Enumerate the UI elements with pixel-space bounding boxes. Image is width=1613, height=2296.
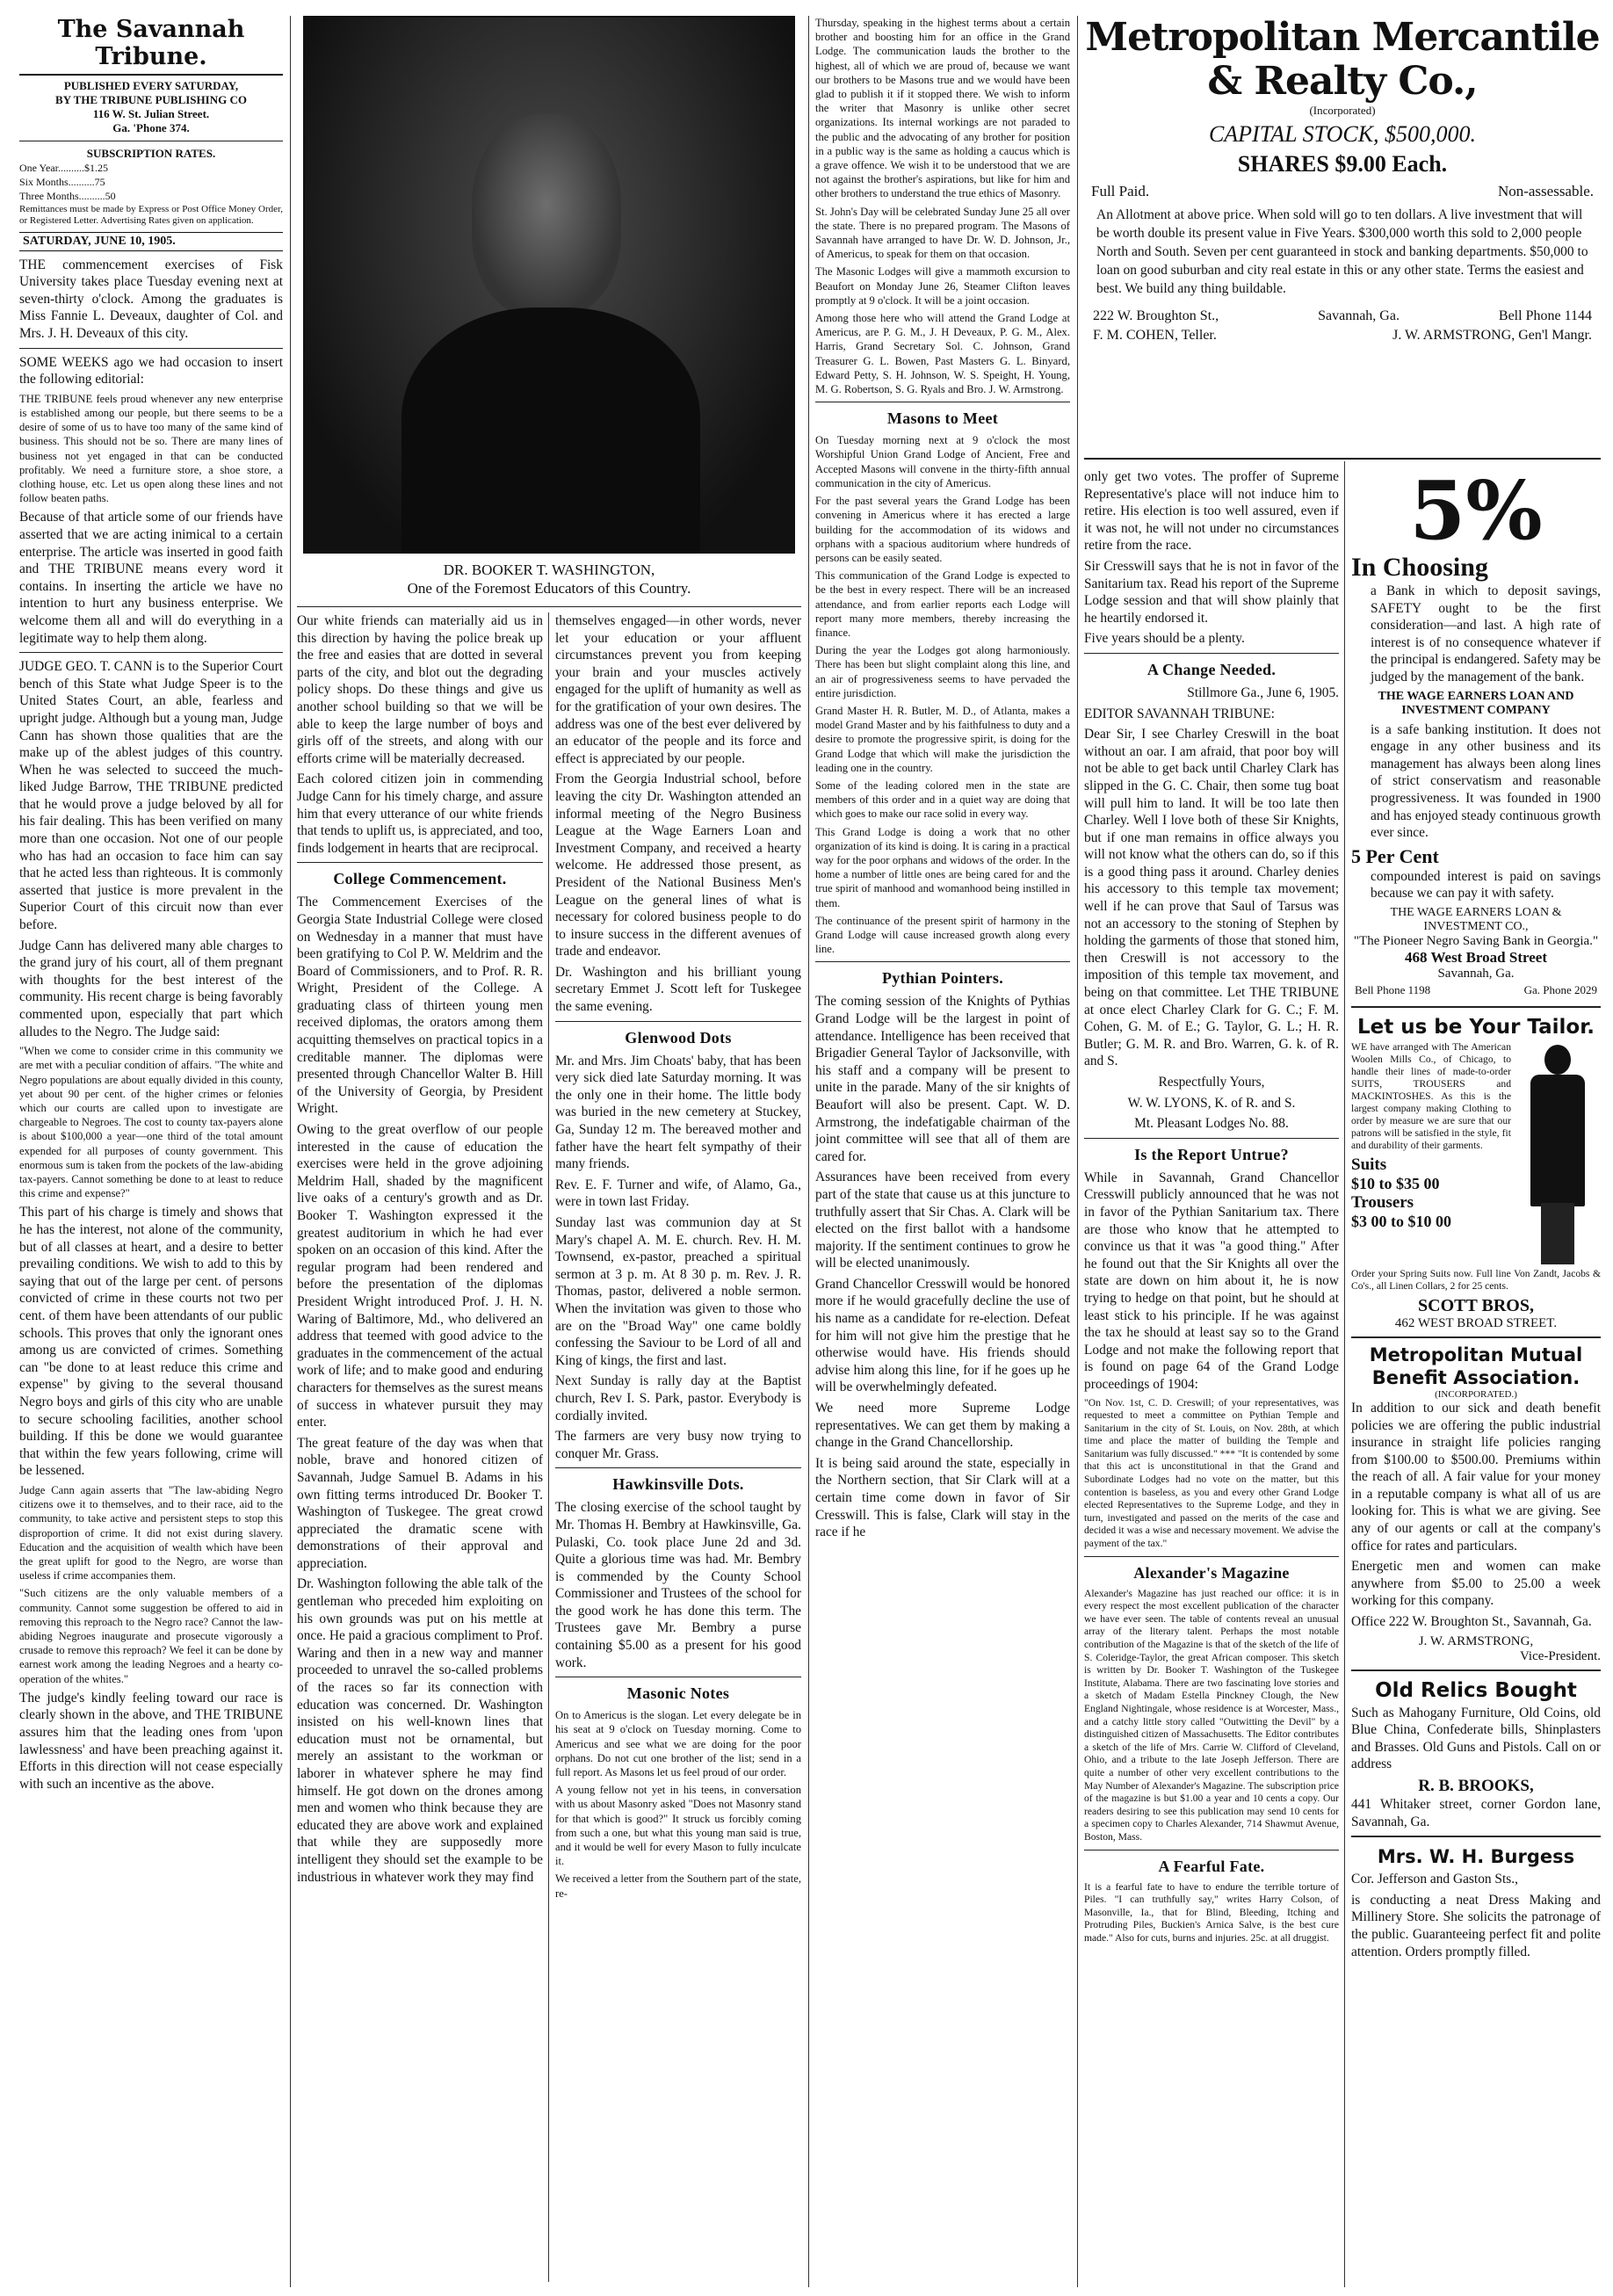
paragraph: Among those here who will attend the Grand Lodge at Americus, are P. G. M., J. H Deveaux, P. G. M., Alex. Harris, Grand Secretary Sol. C. Johnson, Grand Treasurer G. L. Bowen, Past Masters G. L. Binyard, Edward Petty, S. H. Johnson, W. S. Speight, H. Young, M. G. Robertson, S. G. Ryals and Bro. J. W. Armstrong. [815, 312, 1070, 396]
mutual-vp: Vice-President. [1520, 1648, 1601, 1663]
tailor-body: WE have arranged with The American Woolen Mills Co., of Chicago, to handle their lines of made-to-order SUITS, TROUSERS and MACKINTOSHES. As this is the largest company making Clothing to order by measure we are sure that our patrons will be satisfied in the style, fit and durability of their garments. [1351, 1040, 1511, 1151]
masthead-line4: Ga. 'Phone 374. [112, 121, 190, 134]
paragraph: Because of that article some of our friends have asserted that we are acting inimical to a certain enterprise. The article was inserted in good faith and THE TRIBUNE means every word it contains. In inserting the article we have no intention to hurt any business enterprise. We welcome them all and will do everything in a legitimate way to help them along. [19, 510, 283, 646]
trousers-price: $3 00 to $10 00 [1351, 1212, 1451, 1230]
choosing-body: a Bank in which to deposit savings, SAFETY ought to be the first consideration—and last. A high rate of interest is of no consequence whatever if the principal is endangered. Safety may be judged by the management of the bank. [1371, 583, 1601, 684]
portrait-coat [401, 308, 700, 554]
column-divider [1077, 16, 1078, 2287]
paragraph: It is being said around the state, especially in the Northern section, that Sir Clark will at a certain time come down in favor of Sir Cresswill. This is false, Clark will stay in the race if he [815, 1455, 1070, 1540]
relics-address: 441 Whitaker street, corner Gordon lane, Savannah, Ga. [1351, 1797, 1601, 1829]
headline-change-needed: A Change Needed. [1146, 660, 1277, 678]
paragraph: Dr. Washington following the able talk of the gentleman who preceded him exploiting on his own grounds was put on his mettle at once. He paid a gracious compliment to Prof. Waring and then in a new way and manner proceeded to unravel the so-called problems of the races so far its connection with education was concerned. Dr. Washington insisted on his well-known lines that education must not be ornamental, but merely an assistant to the workman or laborer in whatever sphere he may find himself. He got down on the drones among men and women who think because they are educated they are above work and explained that while they are supposedly more intelligent they should set the example to be industrious in whatever work they may find [297, 1576, 543, 1885]
quote-paragraph: THE TRIBUNE feels proud whenever any new enterprise is established among our people, but there seems to be a desire of some of us to have too many of the same kind of business. This should not be so. There are many lines of business not yet engaged in that can be conducted profitably. We need a furniture store, a shoe store, a clothing house, etc. Let us open along these lines and not follow beaten paths. [19, 392, 283, 505]
tailor-note: Order your Spring Suits now. Full line Von Zandt, Jacobs & Co's., all Linen Collars, 2 for 25 cents. [1351, 1267, 1601, 1292]
paragraph: From the Georgia Industrial school, before leaving the city Dr. Washington attended an informal meeting of the Negro Business League at the Wage Earners Loan and Investment Company, and received a hearty welcome. He addressed those present, as President of the National Business Men's League on the general lines of what is necessary for colored business people to do to insure success in the different avenues of trade and endeavor. [555, 771, 801, 960]
paragraph: The farmers are very busy now trying to conquer Mr. Grass. [555, 1429, 801, 1461]
mercantile-manager: J. W. ARMSTRONG, Gen'l Mangr. [1392, 328, 1592, 343]
column-4 [1084, 468, 1339, 2287]
paragraph: Rev. E. F. Turner and wife, of Alamo, Ga., were in town last Friday. [555, 1177, 801, 1210]
tailor-title: Let us be Your Tailor. [1356, 1015, 1595, 1039]
paragraph: Mr. and Mrs. Jim Choats' baby, that has been very sick died late Saturday morning. It was the only one in their home. The little body was buried in the new cemetery at Stuckey, Ga, Sunday 12 m. The bereaved mother and father have the heart felt sympathy of their many friends. [555, 1053, 801, 1172]
divider [19, 652, 283, 653]
mercantile-teller: F. M. COHEN, Teller. [1093, 328, 1217, 343]
column-divider [1344, 461, 1345, 2287]
paragraph: Five years should be a plenty. [1084, 631, 1245, 647]
headline-pythian: Pythian Pointers. [881, 969, 1004, 988]
paragraph: During the year the Lodges got along harmoniously. There has been but slight complaint along this line, and an air of progressiveness seems to have pervaded the entire jurisdiction. [815, 644, 1070, 699]
caption-name: DR. BOOKER T. WASHINGTON, [443, 561, 655, 578]
divider [1084, 653, 1339, 654]
paragraph: Dr. Washington and his brilliant young secretary Emmet J. Scott left for Tuskegee the same evening. [555, 964, 801, 1015]
headline-hawkinsville: Hawkinsville Dots. [612, 1475, 744, 1494]
column-divider [290, 16, 291, 2287]
paragraph: The great feature of the day was when that noble, brave and honored citizen of Savannah, Judge Samuel B. Adams in his own fitting terms introduced Dr. Booker T. Washington of Tuskegee. The great crowd appreciated the dramatic scene with demonstrations of their approval and appreciation. [297, 1435, 543, 1571]
paragraph: JUDGE GEO. T. CANN is to the Superior Court bench of this State what Judge Speer is to the United States Court, an able, fearless and upright judge. Although but a young man, Judge Cann has shown those qualities that are the make up of the ablest judges of this country. When he was selected to succeed the much-liked Judge Barrow, THE TRIBUNE predicted that he would prove a judge beloved by all for his fair dealing. This has been verified on many more than one occasion. Not one of our people who has had an occasion to face him can say that he acted less than righteous. It is commonly asserted that justice is more prevalent in the Superior Court of this circuit now than ever before. [19, 659, 283, 933]
paragraph: On to Americus is the slogan. Let every delegate be in his seat at 9 o'clock on Tuesday morning. Come to Americus and see what we are doing for the poor orphans. Do not cut one brother of the list; send in a full report. As Masons let us feel proud of our order. [555, 1709, 801, 1779]
paragraph: Dear Sir, I see Charley Creswill in the boat without an oar. I am afraid, that poor boy will not be able to get back until Charley Clark has slipped in the G. C. Chair, then some tug boat will pull him to land. It will be too late then Charley. Well I love both of these Sir Knights, but if one man remains in office always you will not know what the others can do, so if this is a good thing pass it around. Charley denies his accessory to this temple tax movement; well if he can prove that Saul of Tarsus was not an accessory to the stoning of Stephen by holding the garments of those that stoned him, then Creswill is not accessory to the imposition of this temple tax movement, and being on that committee. Let THE TRIBUNE at once elect Charley Clark for G. C.; F. M. Cohen, G. M. of E.; G. Taylor, G. L.; H. R. Butler; G. M. R. and Bro. Warren, G. k. of R. and S. [1084, 727, 1339, 1069]
paragraph: The closing exercise of the school taught by Mr. Thomas H. Bembry at Hawkinsville, Ga. Pulaski, Co. took place June 2d and 3d. Quite a glorious time was had. Mr. Bembry is commended by the County School Commissioner and Trustees of the school for the good work he has done this term. The Trustees gave Mr. Bembry a purse containing $5.00 as a present for his good work. [555, 1500, 801, 1670]
mutual-body-2: Energetic men and women can make anywhere from $5.00 to 25.00 a week working for this company. [1351, 1559, 1601, 1609]
paragraph: Sunday last was communion day at St Mary's chapel A. M. E. church. Rev. H. M. Townsend, ex-pastor, preached a spiritual sermon at 3 p. m. At 8 30 p. m. Rev. J. R. Thomas, pastor, delivered a noble sermon. When the invitation was given to those who are on the "Broad Way" one came boldly confessing the Saviour to be Lord of all and King of kings, the first and last. [555, 1215, 801, 1368]
divider [297, 606, 801, 607]
masthead-title: The Savannah Tribune. [19, 16, 283, 76]
paragraph: The Masonic Lodges will give a mammoth excursion to Beaufort on Monday June 26, Steamer Clifton leaves promptly at 9 o'clock. It will be a joint occasion. [815, 265, 1070, 307]
divider [1084, 1850, 1339, 1851]
paragraph: While in Savannah, Grand Chancellor Cresswill publicly announced that he was not in favor of the Pythian Sanitarium tax. There are those who know that he attempted to convince us that it was "a good thing." After he found out that the Sir Knights all over the state are down on him about it, he is now trying to hedge on that point, but he should at least stick to his principle. If he was against the tax he should at least say so to the Grand Lodge and not make the following report that is found on page 64 of the Grand Lodge proceedings of 1904: [1084, 1170, 1339, 1392]
rates-title: SUBSCRIPTION RATES. [86, 147, 216, 160]
mutual-title: Metropolitan Mutual Benefit Association. [1369, 1344, 1583, 1388]
divider [815, 961, 1070, 962]
paragraph: SOME WEEKS ago we had occasion to insert the following editorial: [19, 354, 283, 387]
figure-head [1544, 1045, 1571, 1075]
rate-row: One Year..........$1.25 [19, 162, 108, 174]
mutual-signature: J. W. ARMSTRONG, [1418, 1633, 1534, 1648]
quote-paragraph: "When we come to consider crime in this community we are met with a peculiar condition of affairs. "The white and Negro populations are about equally divided in this county, yet about 90 per cent. of the higher crimes or felonies which our courts are called upon to investigate are chargeable to Negroes. The cost to county tax-payers alone is about $100,000 a year—one third of the total amount expended for all purposes of county government. This enormous sum is taken from the pockets of the law-abiding tax-payers. Cannot something be done to at least to reduce this crime and expense?" [19, 1045, 283, 1200]
figure-body [1530, 1075, 1585, 1206]
figure-legs [1541, 1203, 1574, 1264]
paragraph: Some of the leading colored men in the state are members of this order and in a quiet way are doing that which goes to make our race solid in every way. [815, 779, 1070, 821]
mercantile-capital: CAPITAL STOCK, $500,000. [1208, 121, 1477, 147]
burgess-address: Cor. Jefferson and Gaston Sts., [1351, 1872, 1518, 1887]
suits-price: $10 to $35 00 [1351, 1174, 1440, 1192]
masthead-line3: 116 W. St. Julian Street. [92, 107, 210, 120]
rates-note: Remittances must be made by Express or Post Office Money Order, or Registered Letter. Advertising Rates given on application. [19, 203, 283, 226]
wage-ga-phone: Ga. Phone 2029 [1523, 982, 1597, 996]
masthead-line2: BY THE TRIBUNE PUBLISHING CO [55, 93, 247, 106]
wage-earners-quote: "The Pioneer Negro Saving Bank in Georgia." [1353, 933, 1599, 948]
wage-bell-phone: Bell Phone 1198 [1355, 982, 1431, 996]
scott-address: 462 WEST BROAD STREET. [1394, 1315, 1558, 1330]
headline-masons-meet: Masons to Meet [886, 409, 999, 428]
subcolumn-left [297, 612, 543, 1889]
paragraph: Respectfully Yours, [1158, 1075, 1265, 1090]
paragraph: Thursday, speaking in the highest terms about a certain brother and boosting him for an office in the Grand Lodge. The communication lauds the brother to the highest, all of which we are proud of, because we want our brothers to be Masons true and we would have been glad to publish it if it stopped there. We wish to inform the writer that Masonry is unlike other secret organizations. Its internal workings are not paraded to the public and the advocating of any brother for position in a public way is the same as holding a caucus which is a grave offence. We wish it to be understood that we are not against the brother's aspirations, but like for him and other brothers to understand the true ethics of Masonry. [815, 17, 1070, 200]
paragraph: For the past several years the Grand Lodge has been convening in Americus where it has erected a large building for the accommodation of its widows and orphans with a spacious auditorium where hundreds of persons can be easily seated. [815, 495, 1070, 564]
wage-earners-city: Savannah, Ga. [1437, 966, 1515, 981]
photo-caption [297, 561, 801, 598]
wage-earners-name: THE WAGE EARNERS LOAN & INVESTMENT CO., [1390, 905, 1562, 933]
five-per-cent: 5 Per Cent [1351, 844, 1439, 867]
wage-earners-title: THE WAGE EARNERS LOAN AND INVESTMENT COMPANY [1378, 689, 1574, 717]
divider [1084, 1556, 1339, 1557]
divider [1084, 1138, 1339, 1139]
paragraph: Each colored citizen join in commending Judge Cann for his timely charge, and assure him that every utterance of our white friends that tends to uplift us, is appreciated, and too, finds lodgement in hearts that are reciprocal. [297, 771, 543, 856]
choosing-heading: In Choosing [1351, 553, 1488, 582]
subcolumn-divider [548, 612, 549, 2282]
mercantile-incorporated: (Incorporated) [1309, 104, 1376, 117]
subcolumn-right [555, 612, 801, 1904]
relics-title: Old Relics Bought [1375, 1678, 1577, 1702]
divider [1351, 1836, 1601, 1837]
paragraph: THE commencement exercises of Fisk University takes place Tuesday evening next at seven-thirty o'clock. Among the graduates is Miss Fannie L. Deveaux, daughter of Col. and Mrs. J. H. Deveaux of this city. [19, 257, 283, 341]
caption-description: One of the Foremost Educators of this Country. [407, 580, 691, 597]
paragraph: Sir Cresswill says that he is not in favor of the Sanitarium tax. Read his report of the Supreme Lodge session and that will show plainly that he heartily endorsed it. [1084, 558, 1339, 626]
burgess-body: is conducting a neat Dress Making and Millinery Store. She solicits the patronage of the public. Guaranteeing perfect fit and polite attention. Orders promptly filled. [1351, 1892, 1601, 1959]
wage-earners-address: 468 West Broad Street [1405, 948, 1547, 966]
wage-earners-body: is a safe banking institution. It does not engage in any other business and its management has always been along lines of strict conservatism and reasonable progressiveness. It was founded in 1900 and has enjoyed steady continuous growth ever since. [1371, 721, 1601, 841]
mutual-office: Office 222 W. Broughton St., Savannah, Ga. [1351, 1614, 1592, 1630]
paragraph: It is a fearful fate to have to endure the terrible torture of Piles. "I can truthfully say," writes Harry Colson, of Masonville, Ia., that for Blind, Bleeding, Itching and Protruding Piles, Buckien's Arnica Salve, is the best cure made." Also for cuts, burns and injuries. 25c. at all druggist. [1084, 1880, 1339, 1944]
mercantile-body: An Allotment at above price. When sold will go to ten dollars. A live investment that will be worth double its present value in Five Years. $300,000 worth this sold to 2,000 people North and South. Seven per cent guaranteed in stock and banking departments. $50,000 to loan on good suburban and city real estate in this or any other state. Terms the easiest and best. We build any thing buildable. [1096, 207, 1588, 296]
tailor-figure [1518, 1045, 1597, 1264]
mercantile-full-paid: Full Paid. [1091, 183, 1150, 199]
paragraph: Alexander's Magazine has just reached our office: it is in every respect the most excellent publication of the character we have ever seen. The table of contents reveal an unusual array of the literary talent. Perhaps the most notable contribution of the Magazine is that of the sketch of the life of S. Coleridge-Taylor, the great African composer. This sketch is written by Dr. Booker T. Washington of the Tuskegee Institute, Alabama. There are two fascinating love stories and a sketch of Madam Estella Pinckney Clough, the New England Nightingale, whose residence is at Worcester, Mass., and a catchy little story called "Outwitting the Devil" by a distinguished citizen of Massachusetts. The Editor contributes a sketch of the life of Mrs. Carrie W. Clifford of Cleveland, Ohio, and a tribute to the late Joseph Jefferson. There are quite a number of other very excellent contributions to the May Number of Alexander's Magazine. The subscription price of the magazine is but $1.00 a year and 10 cents a copy. Our readers desiring to see this publication may send 10 cents for a specimen copy to Charles Alexander, 714 Shawmut Avenue, Boston, Mass. [1084, 1587, 1339, 1843]
column-2 [297, 16, 801, 2287]
divider [297, 862, 543, 863]
per-cent-body: compounded interest is paid on savings because we can pay it with safety. [1371, 868, 1601, 902]
paragraph: Grand Chancellor Cresswill would be honored more if he would gracefully decline the use of his name as a candidate for re-election. Defeat for him will not give him the prestige that he otherwise would have. His friends should advise him along this line, for if he goes up he will be overwhelmingly defeated. [815, 1276, 1070, 1395]
paragraph: EDITOR SAVANNAH TRIBUNE: [1084, 706, 1275, 721]
column-3 [815, 16, 1070, 2287]
mercantile-nonassess: Non-assessable. [1497, 183, 1594, 199]
mercantile-ad [1084, 16, 1601, 460]
mercantile-phone: Bell Phone 1144 [1498, 308, 1592, 323]
headline-masonic: Masonic Notes [626, 1684, 730, 1703]
paragraph: The Commencement Exercises of the Georgia State Industrial College were closed on Wednesday in a manner that must have been gratifying to Col P. W. Meldrim and the Board of Commissioners, and to Prof. R. R. Wright, President of the College. A graduating class of thirteen young men received diplomas, the orators among them acquitting themselves on practical topics in a creditable manner. The diplomas were presented through Chancellor Walter B. Hill of the University of Georgia, by President Wright. [297, 894, 543, 1117]
paragraph: Mt. Pleasant Lodges No. 88. [1134, 1116, 1289, 1132]
column-1 [19, 16, 283, 2287]
mercantile-shares: SHARES $9.00 Each. [1237, 151, 1448, 177]
column-5 [1351, 468, 1601, 2287]
paragraph: A young fellow not yet in his teens, in conversation with us about Masonry asked "Does not Masonry stand for that which is good?" It struck us forcibly coming from such a one, but what this young man said is true, and it would be well for every Mason to fully inculcate it. [555, 1784, 801, 1868]
mercantile-address: 222 W. Broughton St., [1093, 308, 1219, 323]
paragraph: only get two votes. The proffer of Supreme Representative's place will not induce him to retire. His election is too well assured, even if it was not, he will not under no circumstances retire from the race. [1084, 469, 1339, 554]
paragraph: Grand Master H. R. Butler, M. D., of Atlanta, makes a model Grand Master and by his faithfulness to duty and a desire to promote the progressive spirit, is doing for the Grand Lodge that which will make the jurisdiction the leading one in the country. [815, 704, 1070, 774]
scott-bros: SCOTT BROS, [1418, 1295, 1534, 1315]
paragraph: Owing to the great overflow of our people interested in the cause of education the exercises were held in the grove adjoining Meldrim Hall, shaded by the magnificent live oaks of a century's growth and as Dr. Booker T. Washington expressed it the greatest auditorium in which he had ever spoken on an occasion of this kind. After the regular program had been rendered and before the presentation of the diplomas President Wright introduced Prof. J. H. N. Waring of Baltimore, Md., who delivered an address that teemed with good advice to the graduates in the commencement of the actual work of life; and to make good and enduring characters for themselves as the surest means of success in whatever pursuit they may enter. [297, 1122, 543, 1430]
burgess-title: Mrs. W. H. Burgess [1377, 1846, 1575, 1868]
mutual-body: In addition to our sick and death benefit policies we are offering the public industrial insurance in straight life policies ranging from $100.00 to $500.00. Premiums within the reach of all. A fair value for your money in a reputable company is what all of us are looking for. This is what we are giving. See any of our agents or call at the company's office for rates and particulars. [1351, 1400, 1601, 1554]
quote-paragraph: "On Nov. 1st, C. D. Creswill; of your representatives, was requested to meet a committee on Pythian Temple and Sanitarium in the city of St. Louis, on Nov. 28th, at which time and place the matter of building the Temple and Sanitarium was fully discussed." *** "It is contended by some that this act is unconstitutional in that the Grand and Subordinate Lodges had no vote on the matter, but this contention is baseless, as you and every other Grand Lodge elected Representatives to the Supreme Lodge, and they in turn, investigated and passed on the merits of the case and decided it was a wise and necessary movement. We advise the payment of the tax." [1084, 1396, 1339, 1550]
paragraph: The judge's kindly feeling toward our race is clearly shown in the above, and THE TRIBUNE assures him that the leading ones from 'upon lawlessness' and have been preaching against it. Efforts in this direction will not cease especially with such an incentive as the above. [19, 1690, 283, 1792]
column-divider [808, 16, 809, 2287]
divider [1351, 1669, 1601, 1671]
paragraph: themselves engaged—in other words, never let your education or your affluent circumstances prevent you from keeping your brain and your muscles actively engaged for the uplift of humanity as well as for the gratification of your own desires. The address was one of the best ever delivered by an educator of the people and its force and effect is appreciated by our people. [555, 613, 801, 766]
mutual-incorporated: (INCORPORATED.) [1435, 1388, 1517, 1400]
headline-alexander: Alexander's Magazine [1133, 1563, 1290, 1582]
paragraph: Our white friends can materially aid us in this direction by having the police break up the free and easies that are dotted in several parts of the city, and blot out the degrading policy shops. Do these things and give us another school building so that we will be able to keep the large number of boys and girls off of the streets, and along with our efforts crime will be materially decreased. [297, 613, 543, 766]
headline-report-untrue: Is the Report Untrue? [1134, 1145, 1289, 1163]
masthead-line1: PUBLISHED EVERY SATURDAY, [63, 79, 239, 92]
divider [1351, 1006, 1601, 1008]
relics-name: R. B. BROOKS, [1418, 1777, 1534, 1795]
mercantile-city: Savannah, Ga. [1318, 308, 1400, 323]
paragraph: Stillmore Ga., June 6, 1905. [1187, 684, 1339, 700]
headline-glenwood: Glenwood Dots [625, 1028, 732, 1047]
paragraph: This communication of the Grand Lodge is expected to be the best in every respect. There will be an increased attendance, and from earlier reports each Lodge will report many more members, thereby increasing the finance. [815, 569, 1070, 639]
divider [19, 348, 283, 349]
paragraph: This Grand Lodge is doing a work that no other organization of its kind is doing. It is caring in a practical way for the poor orphans and widows of the order. In the home a number of little ones are being cared for and the true spirit of manhood and womanhood being instilled in them. [815, 825, 1070, 909]
paragraph: This part of his charge is timely and shows that he has the interest, not alone of the community, but of all classes at heart, and a desire to better prevailing conditions. We wish to add to this by saying that out of the large per cent. of persons convicted of crime in these courts not two per cent. of them have been attendants of our public schools. This proves that only the ignorant ones among us are convicted of crimes. Something can "be done to at least reduce this crime and expense" by giving to the several thousand Negro boys and girls of this city who are unable to secure schooling facilities, another school building. If this be done we would guarantee that within the few years following, crime will be lessened. [19, 1205, 283, 1479]
paragraph: St. John's Day will be celebrated Sunday June 25 all over the state. There is no prepared program. The Masons of Savannah have arranged to have Dr. W. D. Johnson, Jr., of Americus, to speak for them on that occasion. [815, 205, 1070, 261]
quote-paragraph: Judge Cann again asserts that "The law-abiding Negro citizens owe it to themselves, and to their race, aid to the community, to take active and persistent steps to stop this disproportion of crime. It did not exist during slavery. Education and the acquisition of wealth which have been the great uplift for good to the Negro, are worse than useless if crime accompanies them. [19, 1483, 283, 1583]
newspaper-page [19, 16, 1601, 2287]
paragraph: We received a letter from the Southern part of the state, re- [555, 1872, 801, 1900]
divider [555, 1021, 801, 1022]
headline-commencement: College Commencement. [333, 870, 507, 888]
suits-label: Suits [1351, 1155, 1387, 1174]
mercantile-title: Metropolitan Mercantile & Realty Co., [1085, 16, 1600, 104]
divider [1351, 1336, 1601, 1338]
paragraph: We need more Supreme Lodge representatives. We can get them by making a change in the Grand Chancellorship. [815, 1401, 1070, 1451]
portrait-face [472, 114, 621, 316]
relics-body: Such as Mahogany Furniture, Old Coins, old Blue China, Confederate bills, Shinplasters and Brasses. Old Guns and Pistols. Call on or address [1351, 1705, 1601, 1772]
divider [555, 1467, 801, 1468]
issue-date: SATURDAY, JUNE 10, 1905. [19, 232, 283, 251]
quote-paragraph: "Such citizens are the only valuable members of a community. Cannot some suggestion be offered to aid in removing this reproach to the Negro race? Cannot the law-abiding Negroes inaugurate and prosecute vigorously a crusade to remove this reproach? We feel it can be done by earnest work among the leading Negroes and a hearty co-operation of the whites." [19, 1587, 283, 1685]
paragraph: Next Sunday is rally day at the Baptist church, Rev I. S. Park, pastor. Everybody is cordially invited. [555, 1373, 801, 1423]
rate-row: Six Months..........75 [19, 176, 105, 189]
paragraph: W. W. LYONS, K. of R. and S. [1127, 1095, 1296, 1111]
paragraph: On Tuesday morning next at 9 o'clock the most Worshipful Union Grand Lodge of Ancient, Free and Accepted Masons will convene in the thirty-fifth annual communication in the city of Americus. [815, 434, 1070, 489]
five-percent-heading: 5% [1409, 468, 1543, 558]
paragraph: Judge Cann has delivered many able charges to the grand jury of his court, all of them pregnant with thoughts for the best interest of the community. His recent charge is being favorably commented upon, especially that part which alludes to the Negro. The Judge said: [19, 938, 283, 1039]
trousers-label: Trousers [1351, 1192, 1414, 1212]
paragraph: The continuance of the present spirit of harmony in the Grand Lodge will cause increased growth along every line. [815, 914, 1070, 956]
portrait-photo [303, 16, 795, 554]
rate-row: Three Months..........50 [19, 190, 116, 203]
paragraph: Assurances have been received from every part of the state that cause us at this juncture to truthfully assert that Sir Chas. A. Clark will be elected on the first ballot with a handsome majority. If the sentiment continues to grow he will be elected unanimously. [815, 1170, 1070, 1271]
headline-fearful-fate: A Fearful Fate. [1158, 1857, 1265, 1875]
paragraph: The coming session of the Knights of Pythias Grand Lodge will be the largest in point of attendance. Intelligence has been received that Brigadier General Taylor of Jacksonville, with his staff and a company will be present to unite in the parade. Many of the sir knights of Beaufort will also be present. Capt. W. D. Armstrong, the indefatigable chairman of the joint committee will see that all of them are cared for. [815, 994, 1070, 1164]
